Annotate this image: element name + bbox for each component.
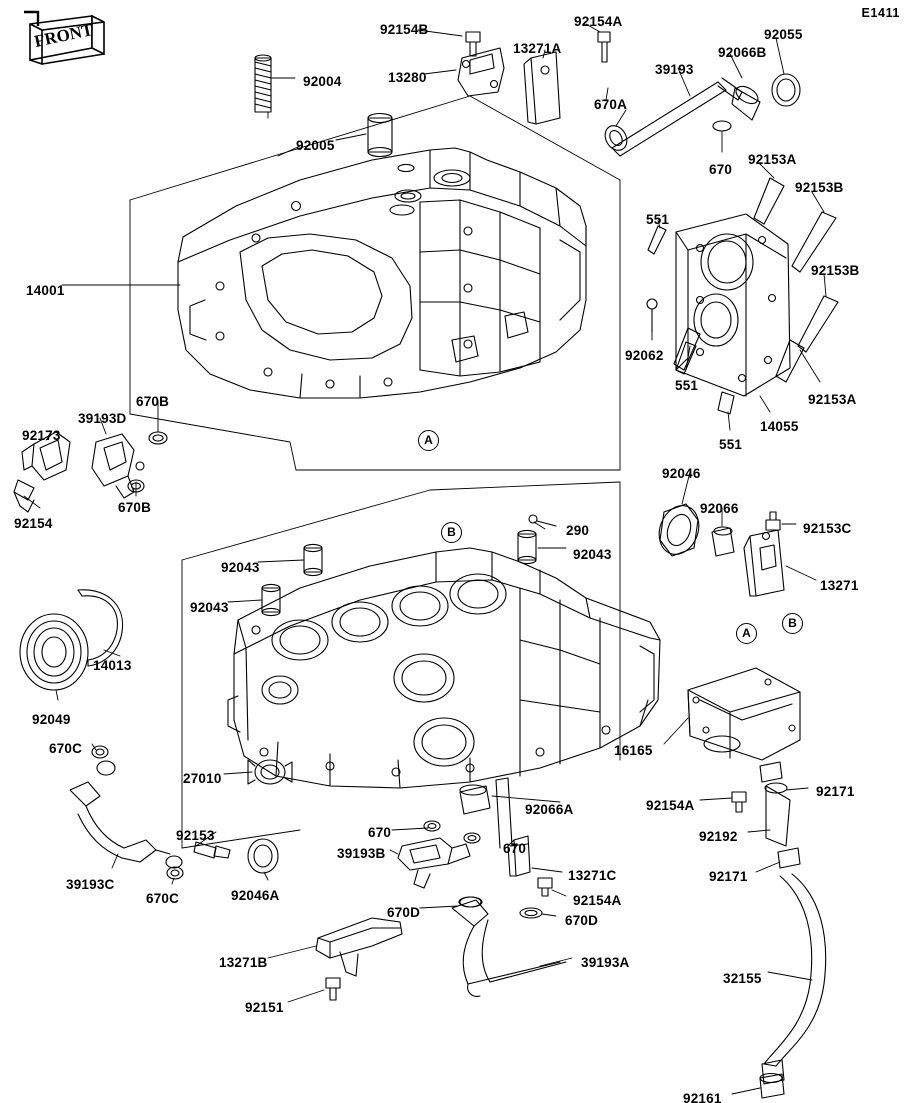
callout-label: 13271B [219, 955, 268, 970]
callout-label: 551 [719, 437, 743, 452]
callout-label: 92154B [380, 22, 429, 37]
callout-label: 92153A [748, 152, 797, 167]
front-orientation-badge [22, 8, 106, 70]
callout-label: 92043 [190, 600, 229, 615]
callout-label: 92049 [32, 712, 71, 727]
callout-label: 92171 [709, 869, 748, 884]
callout-label: 290 [566, 523, 590, 538]
section-marker-b: B [782, 613, 803, 634]
callout-label: 13271 [820, 578, 859, 593]
callout-label: 14013 [93, 658, 132, 673]
callout-label: 92154A [646, 798, 695, 813]
section-marker-a: A [736, 623, 757, 644]
callout-label: 92153C [803, 521, 852, 536]
callout-label: 551 [646, 212, 670, 227]
callout-label: 92153B [811, 263, 860, 278]
callout-label: 670B [136, 394, 170, 409]
callout-label: 92154A [573, 893, 622, 908]
callout-label: 670B [118, 500, 152, 515]
callout-label: 92173 [22, 428, 61, 443]
callout-label: 92043 [573, 547, 612, 562]
callout-label: 670 [368, 825, 392, 840]
callout-label: 13271A [513, 41, 562, 56]
callout-label: 92005 [296, 138, 335, 153]
callout-label: 92161 [683, 1091, 722, 1103]
callout-label: 551 [675, 378, 699, 393]
callout-label: 670 [503, 841, 527, 856]
callout-label: 13271C [568, 868, 617, 883]
callout-label: 39193A [581, 955, 630, 970]
callout-label: 92043 [221, 560, 260, 575]
callout-label: 14055 [760, 419, 799, 434]
callout-label: 670D [565, 913, 599, 928]
callout-label: 92192 [699, 829, 738, 844]
callout-label: 92153A [808, 392, 857, 407]
callout-label: 16165 [614, 743, 653, 758]
callout-label: 14001 [26, 283, 65, 298]
callout-label: 92171 [816, 784, 855, 799]
callout-label: 92154 [14, 516, 53, 531]
callout-label: 92153 [176, 828, 215, 843]
callout-label: 13280 [388, 70, 427, 85]
callout-label: 39193D [78, 411, 127, 426]
section-marker-b: B [441, 522, 462, 543]
callout-label: 92066 [700, 501, 739, 516]
section-marker-a: A [418, 430, 439, 451]
callout-label: 670C [146, 891, 180, 906]
callout-label: 27010 [183, 771, 222, 786]
callout-label: 92154A [574, 14, 623, 29]
callout-label: 92062 [625, 348, 664, 363]
callout-label: 92046 [662, 466, 701, 481]
callout-label: 670 [709, 162, 733, 177]
callout-label: 92046A [231, 888, 280, 903]
callout-label: 670D [387, 905, 421, 920]
callout-label: 92066A [525, 802, 574, 817]
callout-label: 92151 [245, 1000, 284, 1015]
callout-label: 39193B [337, 846, 386, 861]
callout-label: 670C [49, 741, 83, 756]
callout-label: 670A [594, 97, 628, 112]
sheet-id: E1411 [861, 6, 900, 20]
callout-label: 32155 [723, 971, 762, 986]
callout-label: 92055 [764, 27, 803, 42]
front-badge-label: FRONT [32, 20, 95, 51]
callout-label: 92153B [795, 180, 844, 195]
callout-label: 92004 [303, 74, 342, 89]
callout-label: 39193 [655, 62, 694, 77]
callout-label: 39193C [66, 877, 115, 892]
callout-label: 92066B [718, 45, 767, 60]
